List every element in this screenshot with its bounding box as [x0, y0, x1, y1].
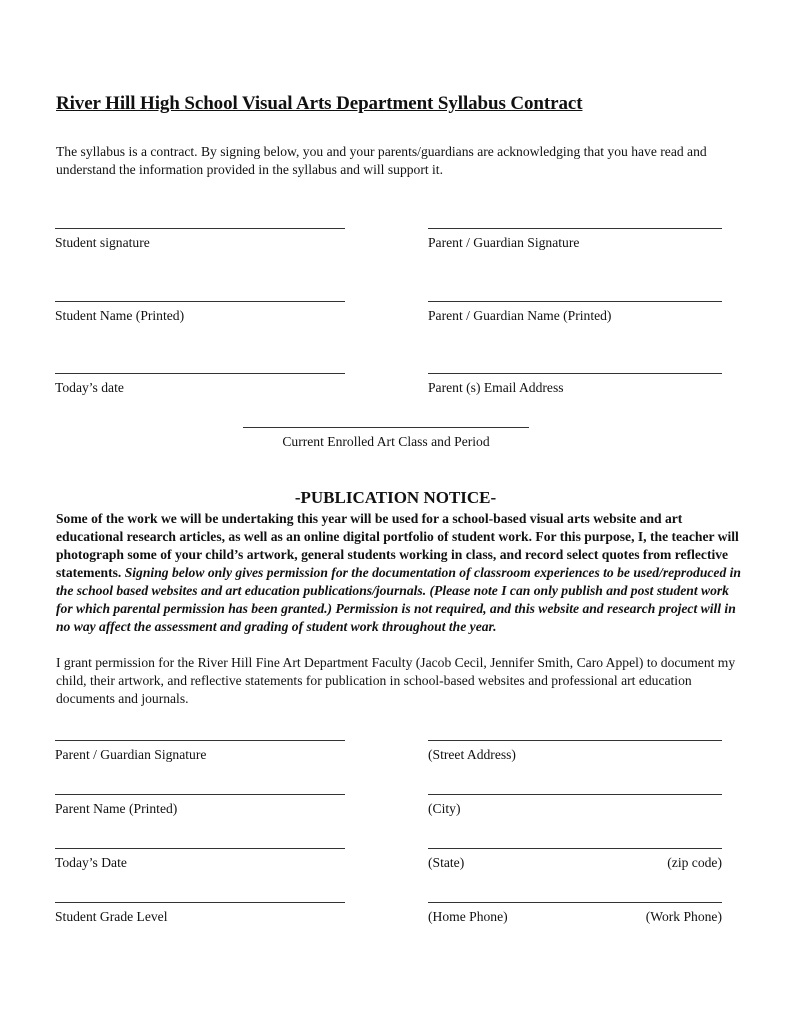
signature-line	[55, 902, 345, 903]
publication-heading: -PUBLICATION NOTICE-	[294, 488, 497, 507]
signature-line	[55, 794, 345, 795]
field-label: Student Name (Printed)	[55, 308, 185, 323]
field-label: Parent / Guardian Signature	[55, 747, 207, 762]
signature-line	[55, 740, 345, 741]
permission-parent-name-field[interactable]	[55, 794, 345, 817]
todays-date-field[interactable]	[55, 373, 345, 396]
field-label: Today’s Date	[55, 855, 127, 870]
signature-line	[55, 373, 345, 374]
signature-line	[428, 902, 722, 903]
parent-name-field[interactable]	[428, 301, 722, 324]
field-label: Parent / Guardian Name (Printed)	[428, 308, 612, 323]
field-label: Student Grade Level	[55, 909, 168, 924]
field-label: Today’s date	[55, 380, 124, 395]
parent-signature-field[interactable]	[428, 228, 722, 251]
signature-line	[55, 228, 345, 229]
signature-line	[428, 228, 722, 229]
city-field[interactable]	[428, 794, 722, 817]
field-label: Parent Name (Printed)	[55, 801, 178, 816]
field-label: Current Enrolled Art Class and Period	[282, 434, 490, 449]
signature-line	[243, 427, 529, 428]
page-title: River Hill High School Visual Arts Department Syllabus Contract	[56, 93, 583, 114]
field-label: (City)	[428, 801, 461, 816]
student-signature-field[interactable]	[55, 228, 345, 251]
grant-paragraph: I grant permission for the River Hill Fine Art Department Faculty (Jacob Cecil, Jennifer Smith, Caro Appel) to document my child, their artwork, and reflective statements for publication in school-based websites and professional art education documents and journals.	[56, 655, 736, 706]
signature-line	[55, 848, 345, 849]
field-label: Parent (s) Email Address	[428, 380, 564, 395]
publication-body	[56, 510, 746, 636]
field-label: Student signature	[55, 235, 150, 250]
parent-email-field[interactable]	[428, 373, 722, 396]
field-label: Parent / Guardian Signature	[428, 235, 580, 250]
field-label: (Street Address)	[428, 747, 516, 762]
intro-paragraph: The syllabus is a contract. By signing below, you and your parents/guardians are acknowledging that you have read and understand the information provided in the syllabus and will support it.	[56, 144, 707, 177]
signature-line	[428, 301, 722, 302]
permission-parent-signature-field[interactable]	[55, 740, 345, 763]
signature-line	[428, 740, 722, 741]
class-period-field[interactable]	[243, 427, 529, 450]
signature-line	[428, 373, 722, 374]
permission-date-field[interactable]	[55, 848, 345, 871]
field-label-row	[428, 909, 722, 925]
state-label: (State)	[428, 855, 465, 870]
grade-level-field[interactable]	[55, 902, 345, 925]
signature-line	[428, 794, 722, 795]
phone-field[interactable]	[428, 902, 722, 925]
state-zip-field[interactable]	[428, 848, 722, 871]
home-phone-label: (Home Phone)	[428, 909, 508, 924]
publication-body-italic: Signing below only gives permission for the documentation of classroom experiences to be used/reproduced in the school based websites and art education publications/journals. (Please note I can only publish and post student work for which parental permission has been granted.) Permission is not required, and this website and research project will in no way affect the assessment and grading of student work throughout the year.	[56, 565, 741, 634]
work-phone-label: (Work Phone)	[645, 909, 722, 924]
street-address-field[interactable]	[428, 740, 722, 763]
student-name-field[interactable]	[55, 301, 345, 324]
publication-body-bold: Some of the work we will be undertaking this year will be used for a school-based visual arts website and art educational research articles, as well as an online digital portfolio of student work. For this purpose, I, the teacher will photograph some of your child’s artwork, general students working in class, and record select quotes from reflective statements.	[56, 511, 739, 580]
signature-line	[428, 848, 722, 849]
signature-line	[55, 301, 345, 302]
field-label-row	[428, 855, 722, 871]
zip-label: (zip code)	[667, 855, 722, 870]
